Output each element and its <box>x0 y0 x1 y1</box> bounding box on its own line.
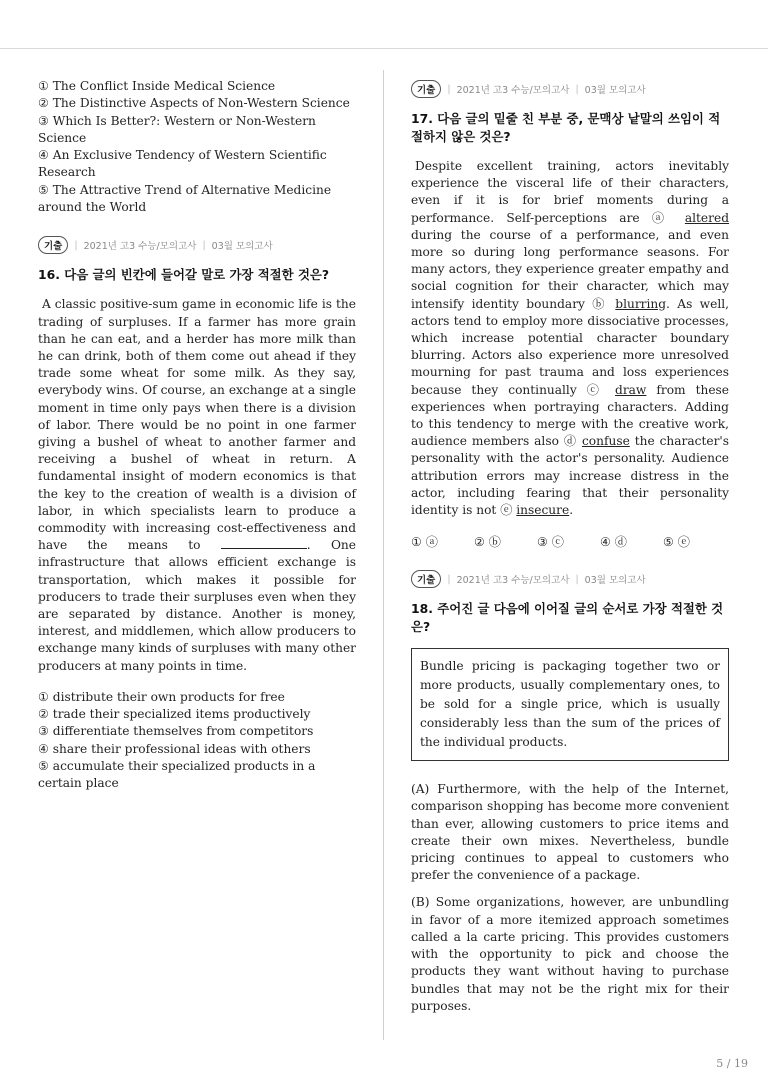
q18-given-text-box <box>411 648 729 761</box>
q16-source <box>38 236 356 254</box>
column-divider <box>383 70 384 1040</box>
q16-option-3: ③ differentiate themselves from competitors <box>38 724 314 739</box>
underlined-word-b: blurring <box>615 296 667 311</box>
q18-given-text: Bundle pricing is packaging together two or more products, usually complementary ones, to be sold for a single price, which is usually considerably less than the sum of the prices of the individual products. <box>420 659 720 750</box>
page-number: 5 / 19 <box>716 1057 748 1070</box>
q16-option-1: ① distribute their own products for free <box>38 689 285 704</box>
q16-passage <box>38 296 356 674</box>
separator: | <box>575 573 579 585</box>
underlined-word-a: altered <box>684 210 729 225</box>
q15-option-3: ③ Which Is Better?: Western or Non-Western Science <box>38 113 316 145</box>
source-month: 03월 모의고사 <box>211 241 273 253</box>
q17-answer-choices <box>411 533 729 550</box>
separator: | <box>447 83 451 95</box>
right-column <box>411 78 729 1025</box>
q17-choice-5: ⑤ ⓔ <box>663 535 690 550</box>
underlined-word-c: draw <box>615 382 647 397</box>
q17-text-6: . <box>569 503 574 518</box>
q17-title: 17. 다음 글의 밑줄 친 부분 중, 문맥상 낱말의 쓰임이 적절하지 않은 것은? <box>411 111 721 144</box>
q16-options <box>38 689 356 793</box>
q17-text-3: . As well, actors tend to employ more dissociative processes, which increase potential character boundary blurring. Actors also experience more unresolved mourning for past trauma and loss experiences because they continually ⓒ <box>411 296 729 397</box>
source-month: 03월 모의고사 <box>584 575 646 587</box>
source-exam: 2021년 고3 수능/모의고사 <box>456 575 570 587</box>
q18-source <box>411 570 729 588</box>
separator: | <box>575 83 579 95</box>
q15-options <box>38 78 356 216</box>
source-month: 03월 모의고사 <box>584 85 646 96</box>
q17-text-4: from these experiences when portraying characters. Adding to this tendency to merge with the creative work, audience members also ⓓ <box>411 382 730 449</box>
left-column <box>38 78 356 793</box>
q18-paragraph-a: (A) Furthermore, with the help of the Internet, comparison shopping has become more convenient than ever, allowing customers to price items and create their own mixes. Nevertheless, bundle pricing continues to appeal to customers who prefer the convenience of a package. <box>411 782 729 883</box>
q17-choice-1: ① ⓐ <box>411 535 438 550</box>
separator: | <box>447 573 451 585</box>
header-rule <box>0 48 768 49</box>
q16-option-4: ④ share their professional ideas with others <box>38 741 311 756</box>
q17-source <box>411 80 729 98</box>
q18-title: 18. 주어진 글 다음에 이어질 글의 순서로 가장 적절한 것은? <box>411 601 724 635</box>
separator: | <box>74 239 78 251</box>
q15-option-1: ① The Conflict Inside Medical Science <box>38 79 276 93</box>
q16-title: 16. 다음 글의 빈칸에 들어갈 말로 가장 적절한 것은? <box>38 267 330 283</box>
q18-paragraph-b: (B) Some organizations, however, are unbundling in favor of a more itemized approach sometimes called a la carte pricing. This provides customers with the opportunity to pick and choose the products they want without having to purchase bundles that may not be the right mix for their purposes. <box>411 895 729 1013</box>
source-exam: 2021년 고3 수능/모의고사 <box>456 85 570 96</box>
past-exam-tag: 기출 <box>411 570 441 588</box>
underlined-word-e: insecure <box>516 503 570 518</box>
q15-option-5: ⑤ The Attractive Trend of Alternative Medicine around the World <box>38 182 332 215</box>
q17-choice-4: ④ ⓓ <box>600 535 627 550</box>
separator: | <box>202 239 206 251</box>
q16-passage-part1: A classic positive-sum game in economic life is the trading of surpluses. If a farmer has more grain than he can eat, and a herder has more milk than he can drink, both of them come out ahead if they trade some wheat for some milk. As they say, everybody wins. Of course, an exchange at a single moment in time only pays when there is a division of labor. There would be no point in one farmer giving a bushel of wheat to another farmer and receiving a bushel of wheat in return. A fundamental insight of modern economics is that the key to the creation of wealth is a division of labor, in which specialists learn to produce a commodity with increasing cost-effectiveness and have the means to <box>38 297 356 553</box>
q17-choice-3: ③ ⓒ <box>537 535 564 550</box>
q17-text-1: Despite excellent training, actors inevitably experience the visceral life of their characters, even if it is for brief moments during a performance. Self-perceptions are ⓐ <box>411 159 729 225</box>
q17-text-2: during the course of a performance, and even more so during long performance seasons. For many actors, they experience greater empathy and social cognition for their character, which may intensify identity boundary ⓑ <box>411 227 729 311</box>
q16-option-2: ② trade their specialized items productively <box>38 707 311 722</box>
q17-passage <box>411 158 729 519</box>
past-exam-tag: 기출 <box>38 236 68 254</box>
q17-choice-2: ② ⓑ <box>474 535 501 550</box>
q16-passage-part2: . One infrastructure that allows efficient exchange is transportation, which makes it possible for producers to trade their surpluses even when they are separated by distance. Another is money, interest, and middlemen, which allow producers to exchange many kinds of surpluses with many other producers at many points in time. <box>38 538 356 673</box>
q15-option-4: ④ An Exclusive Tendency of Western Scientific Research <box>38 148 327 180</box>
underlined-word-d: confuse <box>581 434 630 449</box>
answer-blank <box>221 538 307 549</box>
q17-text-5: the character's personality with the actor's personality. Audience attribution errors may increase distress in the actor, including fearing that their personality identity is not ⓔ <box>411 434 729 518</box>
q16-option-5: ⑤ accumulate their specialized products in a certain place <box>38 759 316 791</box>
source-exam: 2021년 고3 수능/모의고사 <box>83 241 197 253</box>
q15-option-2: ② The Distinctive Aspects of Non-Western Science <box>38 96 350 111</box>
past-exam-tag: 기출 <box>411 80 441 98</box>
